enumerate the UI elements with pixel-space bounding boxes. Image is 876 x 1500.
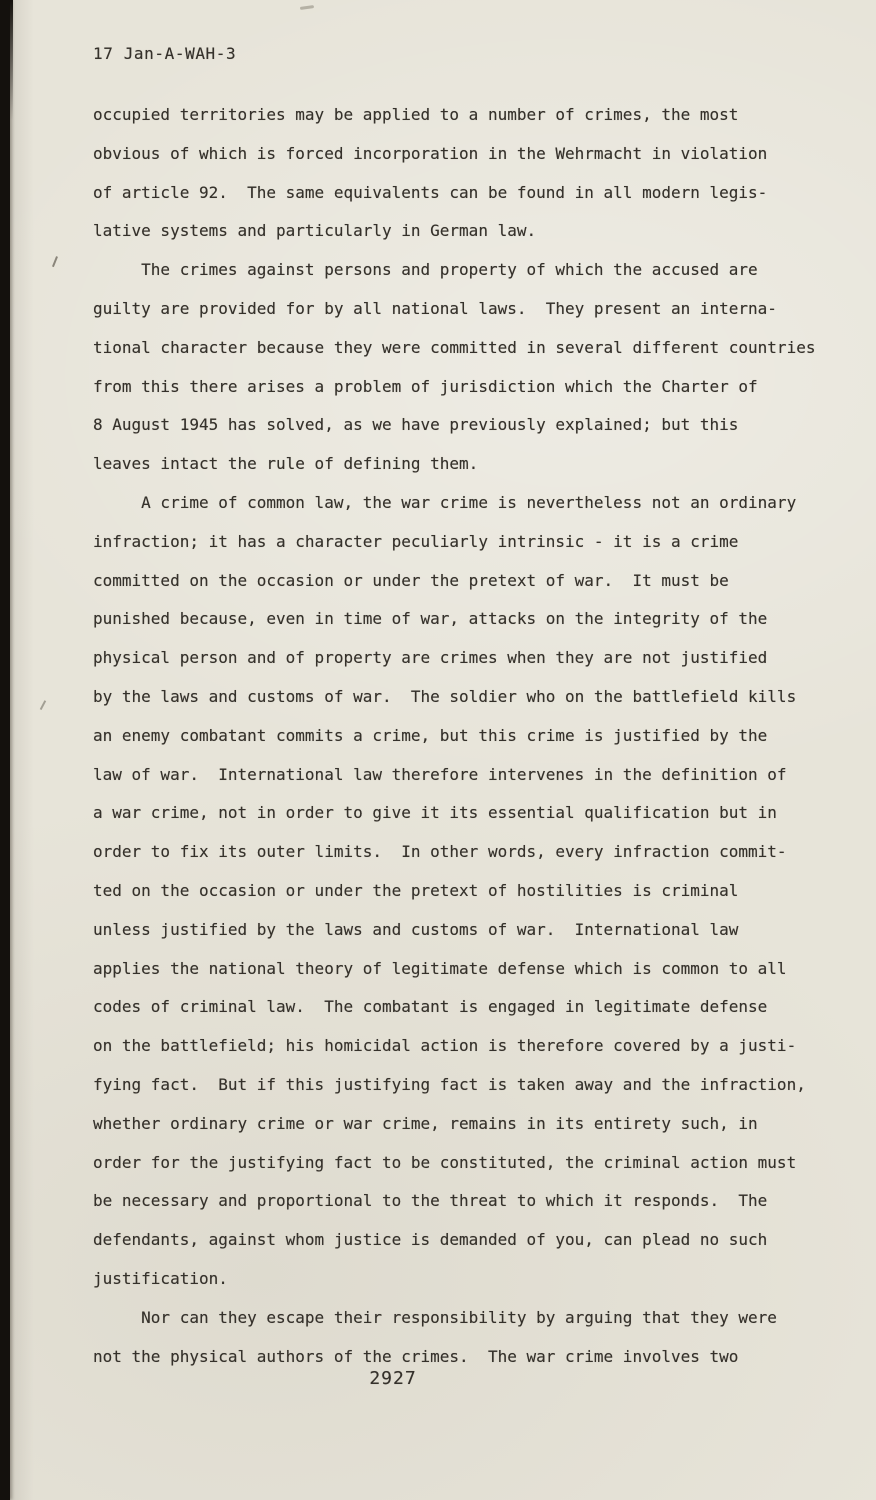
scan-artifact bbox=[40, 700, 46, 710]
text-line: leaves intact the rule of defining them. bbox=[93, 454, 479, 474]
text-line: of article 92. The same equivalents can be found in all modern legis- bbox=[93, 182, 768, 202]
text-line: a war crime, not in order to give it its essential qualification but in bbox=[93, 803, 777, 823]
text-line: obvious of which is forced incorporation in the Wehrmacht in violation bbox=[93, 143, 768, 163]
text-line: guilty are provided for by all national laws. They present an interna- bbox=[93, 298, 777, 318]
scan-artifact bbox=[52, 256, 58, 267]
text-line: occupied territories may be applied to a number of crimes, the most bbox=[93, 105, 739, 124]
text-line: by the laws and customs of war. The soldier who on the battlefield kills bbox=[93, 686, 797, 706]
text-line: infraction; it has a character peculiarly intrinsic - it is a crime bbox=[93, 531, 739, 551]
text-line: from this there arises a problem of jurisdiction which the Charter of bbox=[93, 376, 758, 396]
text-line: lative systems and particularly in German law. bbox=[93, 221, 537, 241]
text-line: A crime of common law, the war crime is nevertheless not an ordinary bbox=[93, 492, 797, 512]
page-header: 17 Jan-A-WAH-3 bbox=[93, 44, 237, 63]
text-line: justification. bbox=[93, 1268, 228, 1288]
text-line: an enemy combatant commits a crime, but this crime is justified by the bbox=[93, 725, 768, 745]
text-line: 8 August 1945 has solved, as we have previously explained; but this bbox=[93, 415, 739, 435]
scan-artifact bbox=[300, 5, 314, 10]
text-line: punished because, even in time of war, attacks on the integrity of the bbox=[93, 609, 768, 629]
text-line: fying fact. But if this justifying fact is taken away and the infraction, bbox=[93, 1074, 806, 1094]
text-line: not the physical authors of the crimes. The war crime involves two bbox=[93, 1346, 739, 1366]
text-line: The crimes against persons and property of which the accused are bbox=[93, 260, 758, 280]
text-line: be necessary and proportional to the threat to which it responds. The bbox=[93, 1191, 768, 1211]
text-line: order to fix its outer limits. In other words, every infraction commit- bbox=[93, 842, 787, 862]
text-line: order for the justifying fact to be constituted, the criminal action must bbox=[93, 1152, 797, 1172]
text-line: defendants, against whom justice is demanded of you, can plead no such bbox=[93, 1230, 768, 1250]
text-line: tional character because they were committed in several different countries bbox=[93, 337, 816, 357]
text-line: committed on the occasion or under the pretext of war. It must be bbox=[93, 570, 729, 590]
scan-edge-left bbox=[0, 0, 10, 1500]
text-line: codes of criminal law. The combatant is engaged in legitimate defense bbox=[93, 997, 768, 1017]
text-line: physical person and of property are crimes when they are not justified bbox=[93, 648, 768, 668]
text-line: applies the national theory of legitimate defense which is common to all bbox=[93, 958, 787, 978]
text-line: law of war. International law therefore intervenes in the definition of bbox=[93, 764, 787, 784]
text-line: ted on the occasion or under the pretext of hostilities is criminal bbox=[93, 880, 739, 900]
text-line: unless justified by the laws and customs of war. International law bbox=[93, 919, 739, 939]
text-line: Nor can they escape their responsibility by arguing that they were bbox=[93, 1307, 777, 1327]
text-line: on the battlefield; his homicidal action is therefore covered by a justi- bbox=[93, 1036, 797, 1056]
text-line: whether ordinary crime or war crime, remains in its entirety such, in bbox=[93, 1113, 758, 1133]
document-body bbox=[93, 96, 853, 1376]
page-number: 2927 bbox=[369, 1368, 417, 1389]
